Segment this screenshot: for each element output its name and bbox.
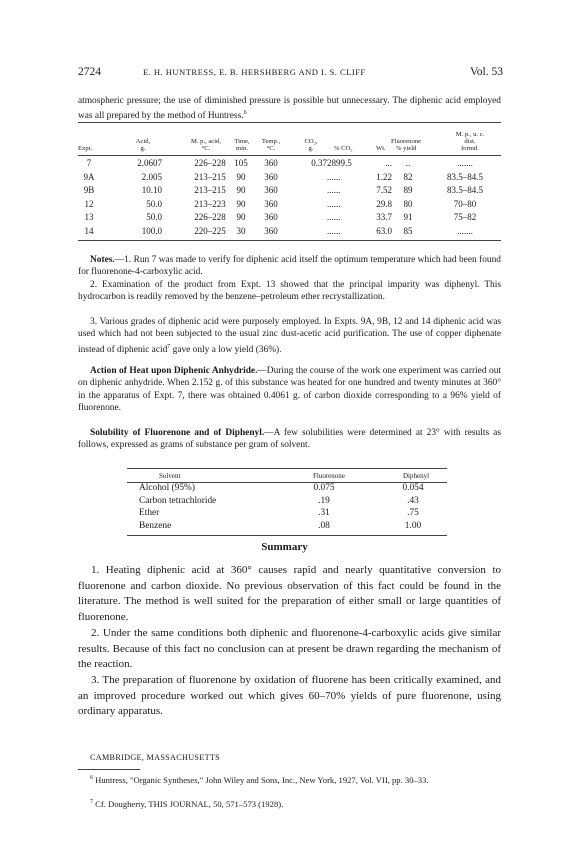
col-header-expt: Expt. bbox=[78, 145, 93, 152]
running-authors: E. H. HUNTRESS, E. B. HERSHBERG AND I. S. CLIFF bbox=[143, 67, 366, 77]
table-cell: 220–225 bbox=[194, 225, 226, 236]
table-cell: 360 bbox=[264, 212, 278, 222]
table-cell: .... bbox=[327, 198, 336, 209]
table-cell: ... bbox=[385, 158, 392, 168]
table-cell: 360 bbox=[264, 158, 278, 168]
table-cell: .. bbox=[336, 185, 341, 195]
table-cell: .31 bbox=[318, 508, 330, 518]
anhydride-paragraph: Action of Heat upon Diphenic Anhydride.—During the course of the work one experiment was carried out on diphenic anhydride. When 2.152 g. of this substance was heated for one hundred and twenty minutes at 360° in the apparatus of Expt. 7, there was obtained 0.4061 g. of carbon dioxide corresponding to a 96% yield of fluorenone. bbox=[78, 366, 501, 413]
footnote-7: $^7$ Cf. Dougherty, THIS JOURNAL, 50, 571–573 (1928). bbox=[90, 799, 284, 809]
table-cell: 63.0 bbox=[376, 225, 392, 236]
table-cell: 90 bbox=[236, 185, 246, 195]
table-rule-top bbox=[78, 122, 501, 123]
notes-label: Notes. bbox=[90, 255, 115, 265]
footnote-ref: 6 bbox=[243, 110, 247, 117]
table-row bbox=[127, 496, 447, 509]
table-cell: .. bbox=[336, 198, 341, 209]
table-cell: 0.054 bbox=[402, 483, 424, 493]
table-rule-bottom bbox=[78, 240, 501, 241]
col-header-wt: Wt. bbox=[376, 145, 386, 152]
table-row bbox=[78, 226, 501, 238]
table-cell: 360 bbox=[264, 198, 278, 209]
table-cell: .75 bbox=[407, 508, 419, 518]
table-cell: 0.3728 bbox=[311, 158, 336, 168]
table-row bbox=[78, 212, 501, 224]
table-cell: 213–223 bbox=[194, 198, 226, 209]
table-cell: .... bbox=[327, 212, 336, 222]
table-cell: 360 bbox=[264, 171, 278, 182]
table-rule-header bbox=[78, 155, 501, 156]
col-header-time: Time, min. bbox=[234, 138, 250, 152]
table-cell: 1.00 bbox=[404, 520, 422, 531]
solubility-paragraph: Solubility of Fluorenone and of Diphenyl.—A few solubilities were determined at 23° with results as follows, expressed as grams of substance per gram of solvent. bbox=[78, 428, 501, 451]
summary-point-1: 1. Heating diphenic acid at 360° causes rapid and nearly quantitative conversion to fluorenone and carbon dioxide. No previous observation of this fact could be found in the literature. The method is well suited for the preparation of either small or large quantities of fluorenone. bbox=[78, 564, 501, 624]
footnote-ref: 7 bbox=[167, 343, 171, 350]
col-header-co2: CO₂, g. bbox=[304, 138, 318, 152]
table-cell: 213–215 bbox=[194, 185, 226, 195]
table-cell: 29.8 bbox=[376, 198, 392, 209]
footnote-divider bbox=[78, 769, 140, 770]
summary-point-2: 2. Under the same conditions both diphenic and fluorenone-4-carboxylic acids give similar results. Because of this fact no conclusion can at present be drawn regarding the mechanism of the reaction. bbox=[78, 627, 501, 671]
col-header-temp: Temp., °C. bbox=[261, 138, 281, 152]
table-cell: 50.0 bbox=[146, 212, 162, 222]
table-cell: .. bbox=[336, 225, 341, 236]
volume-label: Vol. 53 bbox=[469, 66, 503, 78]
intro-paragraph bbox=[78, 95, 501, 123]
table-cell: 33.7 bbox=[376, 212, 392, 222]
table-cell: 360 bbox=[264, 185, 278, 195]
table-cell: 30 bbox=[236, 225, 246, 236]
table-cell: 70–80 bbox=[453, 198, 477, 209]
table-cell: 360 bbox=[264, 225, 278, 236]
table-cell: .... bbox=[327, 225, 336, 236]
table-cell: 85 bbox=[403, 225, 413, 236]
solubility-heading: Solubility of Fluorenone and of Diphenyl. bbox=[90, 428, 265, 438]
table-row bbox=[78, 172, 501, 184]
experiment-table bbox=[78, 122, 501, 246]
table-cell: ....... bbox=[457, 158, 473, 168]
table-cell: 2.005 bbox=[141, 171, 162, 182]
table-cell: 83.5–84.5 bbox=[447, 185, 483, 195]
table-cell: .43 bbox=[407, 495, 419, 506]
table-cell: 213–215 bbox=[194, 171, 226, 182]
table-row bbox=[78, 185, 501, 197]
table-cell: 75–82 bbox=[453, 212, 477, 222]
table-cell: 7 bbox=[86, 158, 92, 168]
table-cell: ....... bbox=[457, 225, 473, 236]
footnote-6: $^6$ Huntress, "Organic Syntheses," John Wiley and Sons, Inc., New York, 1927, Vol. VII, pp. 30–33. bbox=[90, 775, 429, 785]
table-row bbox=[127, 508, 447, 521]
col-header-fluorenone: Fluorenone bbox=[313, 472, 345, 480]
solubility-table bbox=[127, 468, 447, 538]
col-header-acid: Acid, g. bbox=[135, 138, 151, 152]
table-cell: Carbon tetrachloride bbox=[139, 495, 217, 506]
table-cell: 90 bbox=[236, 212, 246, 222]
table-cell: .. bbox=[336, 171, 341, 182]
table-cell: .. bbox=[336, 212, 341, 222]
table-row bbox=[78, 199, 501, 211]
col-header-solvent: Solvent bbox=[159, 472, 181, 480]
col-header-diphenyl: Diphenyl bbox=[403, 472, 430, 480]
table-cell: 89 bbox=[403, 185, 413, 195]
table-cell: 1.22 bbox=[376, 171, 392, 182]
table-cell: Alcohol (95%) bbox=[139, 483, 195, 493]
table-cell: .... bbox=[327, 171, 336, 182]
col-header-pct-yield: % yield bbox=[396, 145, 417, 152]
table-cell: 90 bbox=[236, 171, 246, 182]
table-cell: 226–228 bbox=[194, 158, 226, 168]
table-cell: 14 bbox=[84, 225, 94, 236]
table-cell: Ether bbox=[139, 508, 160, 518]
summary-point-3: 3. The preparation of fluorenone by oxidation of fluorene has been critically examined, and an improved procedure worked out which gives 60–70% yields of pure fluorenone, using ordinary apparatus. bbox=[78, 674, 501, 718]
table-cell: .. bbox=[405, 158, 411, 168]
table-cell: 13 bbox=[84, 212, 94, 222]
table-cell: 91 bbox=[403, 212, 413, 222]
summary-heading: Summary bbox=[261, 541, 308, 553]
table-cell: 100.0 bbox=[141, 225, 162, 236]
table-cell: 80 bbox=[403, 198, 413, 209]
intro-text: atmospheric pressure; the use of diminished pressure is possible but unnecessary. The diphenic acid employed was all prepared by the method of Huntress. bbox=[78, 96, 501, 122]
table-row bbox=[78, 158, 501, 170]
table-cell: .19 bbox=[318, 495, 330, 506]
page-number: 2724 bbox=[78, 66, 101, 78]
table-cell: 50.0 bbox=[146, 198, 162, 209]
table-cell: 12 bbox=[84, 198, 94, 209]
table-cell: 226–228 bbox=[194, 212, 226, 222]
table-cell: 0.075 bbox=[313, 483, 335, 493]
table-cell: 99.5 bbox=[336, 158, 352, 168]
table-cell: .... bbox=[327, 185, 336, 195]
table-cell: 10.10 bbox=[141, 185, 162, 195]
table-rule-bottom bbox=[127, 535, 447, 536]
table-cell: .08 bbox=[318, 520, 330, 531]
note-1: Notes.—1. Run 7 was made to verify for diphenic acid itself the optimum temperature which had been found for fluorenone-4-carboxylic acid. bbox=[78, 255, 501, 278]
table-rule-top bbox=[127, 468, 447, 469]
table-cell: 83.5–84.5 bbox=[447, 171, 483, 182]
table-cell: 9B bbox=[83, 185, 95, 195]
note-3: 3. Various grades of diphenic acid were purposely employed. In Expts. 9A, 9B, 12 and 14 diphenic acid was used which had not been subjected to the usual zinc dust-acetic acid purification. The use of copper diphenate instead of diphenic acid$^7$ gave only a low yield (36%). bbox=[78, 317, 501, 355]
anhydride-heading: Action of Heat upon Diphenic Anhydride. bbox=[90, 366, 258, 376]
col-header-pct-co2: % CO₂ bbox=[334, 145, 353, 152]
table-cell: 82 bbox=[403, 171, 413, 182]
table-cell: Benzene bbox=[139, 520, 172, 531]
table-cell: 105 bbox=[234, 158, 248, 168]
col-header-fluorenone: Fluorenone bbox=[390, 138, 422, 145]
table-cell: 90 bbox=[236, 198, 246, 209]
col-header-mp-acid: M. p., acid, °C. bbox=[190, 138, 222, 152]
running-header bbox=[78, 66, 503, 82]
table-row bbox=[127, 483, 447, 496]
table-row bbox=[127, 521, 447, 534]
table-cell: 9A bbox=[83, 171, 95, 182]
note-2: 2. Examination of the product from Expt. 13 showed that the principal impurity was diphenyl. This hydrocarbon is readily removed by the benzene–petroleum ether recrystallization. bbox=[78, 280, 501, 303]
table-cell: 7.52 bbox=[376, 185, 392, 195]
col-header-mp-uc: M. p., u. c. dist. formd. bbox=[455, 131, 485, 152]
affiliation-place: CAMBRIDGE, MASSACHUSETTS bbox=[90, 753, 221, 762]
table-cell: 2.0607 bbox=[137, 158, 162, 168]
